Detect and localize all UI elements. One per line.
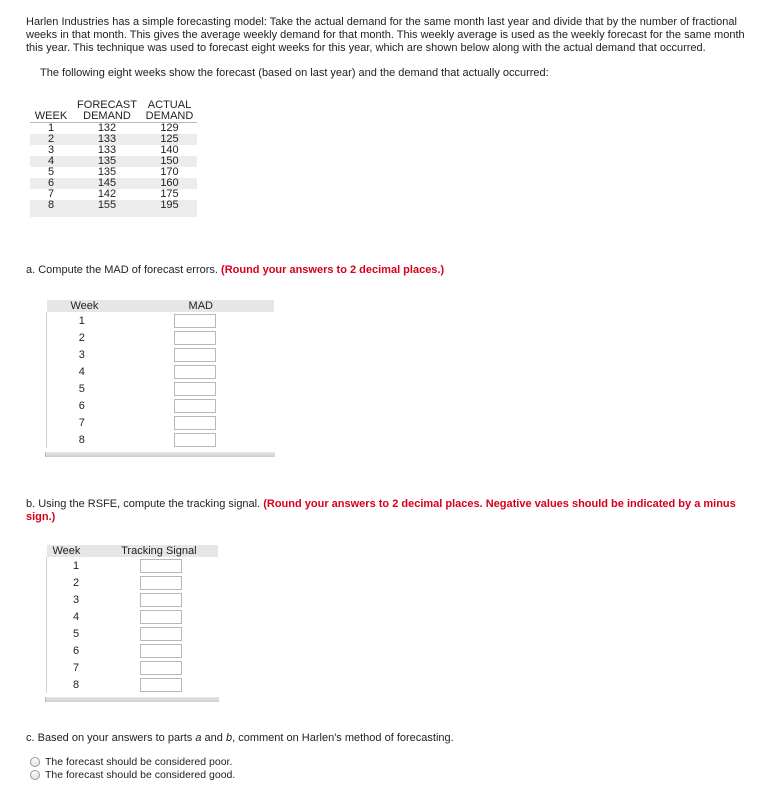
cell-forecast: 135	[72, 156, 142, 167]
answer-row	[47, 346, 274, 363]
question-c-a: a	[195, 732, 202, 744]
ts-input-week-1[interactable]	[140, 559, 182, 573]
ts-cell	[105, 625, 217, 642]
ts-week-label: 1	[47, 557, 106, 574]
answer-row	[47, 557, 218, 574]
mad-input-week-2[interactable]	[174, 331, 216, 345]
table-footer-bar	[30, 211, 197, 217]
cell-week: 5	[47, 166, 55, 178]
header-forecast-top: FORECAST	[77, 99, 137, 111]
answer-row	[47, 329, 274, 346]
header-actual-top: ACTUAL	[147, 99, 192, 111]
mad-input-week-4[interactable]	[174, 365, 216, 379]
cell-forecast: 132	[97, 122, 117, 134]
cell-actual: 195	[142, 200, 197, 211]
intro-paragraph: Harlen Industries has a simple forecasting model: Take the actual demand for the same month last year and divide that by the number of fractional weeks in that month. This gives the average weekly demand for that month. This weekly average is used as the weekly forecast for the same month this year. This technique was used to forecast eight weeks for this year, which are shown below along with the actual demand that occurred.	[26, 16, 745, 54]
cell-forecast: 133	[72, 134, 142, 145]
answer-row	[47, 380, 274, 397]
question-a	[26, 264, 444, 276]
tracking-signal-table	[46, 545, 218, 693]
ts-table-footer	[45, 697, 219, 702]
ts-cell	[105, 659, 217, 676]
ts-cell	[105, 676, 217, 693]
question-c-pre: c. Based on your answers to parts	[26, 732, 196, 744]
table-row	[30, 200, 197, 211]
mad-cell	[117, 414, 274, 431]
radio-poor[interactable]	[30, 757, 40, 767]
option-poor-label: The forecast should be considered poor.	[45, 756, 233, 768]
ts-cell	[105, 591, 217, 608]
mad-cell	[117, 380, 274, 397]
ts-input-week-2[interactable]	[140, 576, 182, 590]
ts-week-label: 4	[47, 608, 106, 625]
question-c	[26, 732, 454, 744]
answer-row	[47, 659, 218, 676]
mad-week-label: 4	[47, 363, 117, 380]
cell-actual: 150	[142, 156, 197, 167]
ts-week-label: 5	[47, 625, 106, 642]
mad-week-label: 8	[47, 431, 117, 448]
mad-table-footer	[45, 452, 275, 457]
mad-cell	[117, 312, 274, 329]
mad-input-week-6[interactable]	[174, 399, 216, 413]
option-good[interactable]	[30, 769, 235, 781]
mad-week-label: 1	[47, 312, 117, 329]
answer-row	[47, 414, 274, 431]
cell-week: 1	[47, 122, 55, 134]
mad-week-label: 5	[47, 380, 117, 397]
ts-week-label: 3	[47, 591, 106, 608]
ts-cell	[105, 557, 217, 574]
mad-cell	[117, 397, 274, 414]
cell-week: 2	[30, 134, 72, 145]
mad-cell	[117, 346, 274, 363]
intro-subtext: The following eight weeks show the forecast (based on last year) and the demand that actually occurred:	[40, 67, 549, 79]
answer-row	[47, 642, 218, 659]
header-actual-bottom: DEMAND	[142, 111, 197, 123]
option-poor[interactable]	[30, 756, 232, 768]
cell-actual: 140	[160, 144, 179, 156]
ts-week-label: 6	[47, 642, 106, 659]
mad-cell	[117, 431, 274, 448]
ts-cell	[105, 642, 217, 659]
question-a-instruction: (Round your answers to 2 decimal places.)	[221, 264, 445, 276]
question-c-and: and	[201, 732, 226, 744]
cell-forecast: 155	[72, 200, 142, 211]
question-b	[26, 498, 756, 524]
answer-row	[47, 431, 274, 448]
ts-cell	[105, 574, 217, 591]
option-good-label: The forecast should be considered good.	[45, 769, 236, 781]
cell-actual: 175	[160, 188, 179, 200]
mad-week-header: Week	[47, 300, 117, 312]
answer-row	[47, 591, 218, 608]
cell-actual: 170	[160, 166, 179, 178]
answer-row	[47, 625, 218, 642]
cell-forecast: 142	[97, 188, 117, 200]
cell-actual: 129	[160, 122, 179, 134]
mad-week-label: 6	[47, 397, 117, 414]
mad-cell	[117, 329, 274, 346]
ts-week-label: 8	[47, 676, 106, 693]
radio-good[interactable]	[30, 770, 40, 780]
ts-input-week-3[interactable]	[140, 593, 182, 607]
ts-cell	[105, 608, 217, 625]
question-a-text: a. Compute the MAD of forecast errors.	[26, 264, 218, 276]
mad-input-week-1[interactable]	[174, 314, 216, 328]
cell-week: 6	[30, 178, 72, 189]
ts-input-week-8[interactable]	[140, 678, 182, 692]
cell-actual: 160	[142, 178, 197, 189]
ts-input-week-5[interactable]	[140, 627, 182, 641]
mad-answer-table	[46, 300, 274, 448]
mad-input-week-8[interactable]	[174, 433, 216, 447]
cell-forecast: 145	[72, 178, 142, 189]
question-c-post: , comment on Harlen's method of forecasting.	[232, 732, 454, 744]
cell-week: 3	[47, 144, 55, 156]
cell-week: 7	[47, 188, 55, 200]
cell-forecast: 133	[97, 144, 117, 156]
mad-week-label: 7	[47, 414, 117, 431]
mad-input-week-7[interactable]	[174, 416, 216, 430]
header-week: WEEK	[30, 100, 72, 123]
mad-input-week-5[interactable]	[174, 382, 216, 396]
mad-input-week-3[interactable]	[174, 348, 216, 362]
mad-week-label: 2	[47, 329, 117, 346]
cell-forecast: 135	[97, 166, 117, 178]
ts-input-week-4[interactable]	[140, 610, 182, 624]
ts-value-header: Tracking Signal	[105, 545, 217, 557]
header-forecast-bottom: DEMAND	[72, 111, 142, 123]
answer-row	[47, 676, 218, 693]
ts-input-week-7[interactable]	[140, 661, 182, 675]
question-b-instruction: (Round your answers to 2 decimal places. Negative values should be indicated by a minus sign.)	[26, 498, 736, 523]
question-c-b: b	[225, 732, 233, 744]
answer-row	[47, 608, 218, 625]
answer-row	[47, 312, 274, 329]
mad-value-header: MAD	[117, 300, 274, 312]
mad-week-label: 3	[47, 346, 117, 363]
ts-week-header: Week	[47, 545, 106, 557]
answer-row	[47, 574, 218, 591]
mad-cell	[117, 363, 274, 380]
cell-week: 4	[30, 156, 72, 167]
ts-input-week-6[interactable]	[140, 644, 182, 658]
ts-week-label: 2	[47, 574, 106, 591]
forecast-table	[30, 100, 197, 217]
answer-row	[47, 397, 274, 414]
cell-week: 8	[30, 200, 72, 211]
question-b-text: b. Using the RSFE, compute the tracking signal.	[26, 498, 261, 510]
cell-actual: 125	[142, 134, 197, 145]
answer-row	[47, 363, 274, 380]
ts-week-label: 7	[47, 659, 106, 676]
